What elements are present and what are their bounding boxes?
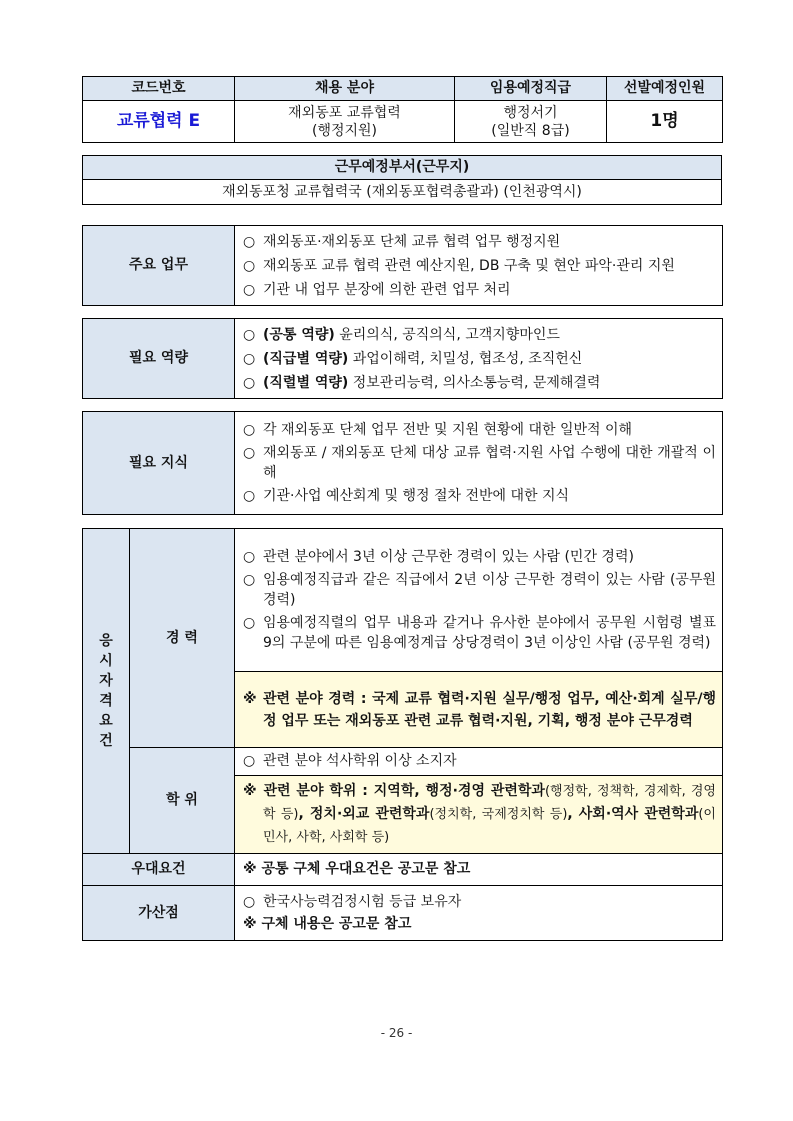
bonus-label: 가산점 (83, 886, 235, 941)
list-item: ○ 재외동포 / 재외동포 단체 대상 교류 협력·지원 사업 수행에 대한 개괄적 이해 (243, 445, 716, 481)
count-value: 1명 (607, 101, 723, 143)
degree-note: ※ 관련 분야 학위 : 지역학, 행정·경영 관련학과(행정학, 정책학, 경제학, 경영학 등), 정치·외교 관련학과(정치학, 국제정치학 등), 사회·역사 관련학과(이민사, 사학, 사회학 등) (235, 776, 723, 854)
knowledge-table (82, 411, 723, 515)
bonus-list (235, 886, 723, 941)
qualification-label: 응 시 자 격 요 건 (83, 529, 130, 854)
degree-label: 학 위 (130, 748, 235, 854)
duties-label: 주요 업무 (83, 226, 235, 306)
field-value: 재외동포 교류협력 (행정지원) (235, 101, 455, 143)
list-item: ○ 임용예정직급과 같은 직급에서 2년 이상 근무한 경력이 있는 사람 (공무원 경력) (243, 572, 716, 608)
list-item: ○ (공통 역량) 윤리의식, 공직의식, 고객지향마인드 (243, 326, 560, 343)
list-item: ○ 기관 내 업무 분장에 의한 관련 업무 처리 (243, 281, 511, 298)
code-value: 교류협력 E (83, 101, 235, 143)
col-count: 선발예정인원 (607, 77, 723, 101)
competency-list (235, 319, 723, 399)
col-code: 코드번호 (83, 77, 235, 101)
list-item: ○ 기관·사업 예산회계 및 행정 절차 전반에 대한 지식 (243, 488, 570, 504)
career-list (235, 529, 723, 672)
career-note: ※ 관련 분야 경력 : 국제 교류 협력·지원 실무/행정 업무, 예산·회계 실무/행정 업무 또는 재외동포 관련 교류 협력·지원, 기획, 행정 분야 근무경력 (235, 672, 723, 748)
list-item: ○ 재외동포 교류 협력 관련 예산지원, DB 구축 및 현안 파악·관리 지원 (243, 257, 675, 274)
list-item: ○ 재외동포·재외동포 단체 교류 협력 업무 행정지원 (243, 233, 561, 250)
knowledge-label: 필요 지식 (83, 412, 235, 515)
list-item: ○ 관련 분야 석사학위 이상 소지자 (243, 753, 457, 769)
department-table (82, 155, 722, 205)
preference-value: ※ 공통 구체 우대요건은 공고문 참고 (235, 854, 723, 886)
col-field: 채용 분야 (235, 77, 455, 101)
duties-table (82, 225, 723, 306)
duties-list (235, 226, 723, 306)
competency-table (82, 318, 723, 399)
career-label: 경 력 (130, 529, 235, 748)
qualification-table (82, 528, 723, 941)
page-number: - 26 - (380, 1026, 413, 1040)
competency-label: 필요 역량 (83, 319, 235, 399)
department-value: 재외동포청 교류협력국 (재외동포협력총괄과) (인천광역시) (83, 180, 722, 205)
col-grade: 임용예정직급 (455, 77, 607, 101)
bonus-note: ※ 구체 내용은 공고문 참고 (243, 916, 412, 932)
list-item: ○ 관련 분야에서 3년 이상 근무한 경력이 있는 사람 (민간 경력) (243, 549, 634, 565)
header-table (82, 76, 723, 143)
degree-item (235, 748, 723, 776)
list-item: ○ 한국사능력검정시험 등급 보유자 (243, 894, 462, 910)
list-item: ○ 임용예정직렬의 업무 내용과 같거나 유사한 분야에서 공무원 시험령 별표 9의 구분에 따른 임용예정계급 상당경력이 3년 이상인 사람 (공무원 경력) (243, 615, 716, 651)
department-title: 근무예정부서(근무지) (83, 156, 722, 180)
preference-label: 우대요건 (83, 854, 235, 886)
list-item: ○ 각 재외동포 단체 업무 전반 및 지원 현황에 대한 일반적 이해 (243, 422, 633, 438)
knowledge-list (235, 412, 723, 515)
grade-value: 행정서기 (일반직 8급) (455, 101, 607, 143)
list-item: ○ (직급별 역량) 과업이해력, 치밀성, 협조성, 조직헌신 (243, 350, 583, 367)
list-item: ○ (직렬별 역량) 정보관리능력, 의사소통능력, 문제해결력 (243, 374, 601, 391)
